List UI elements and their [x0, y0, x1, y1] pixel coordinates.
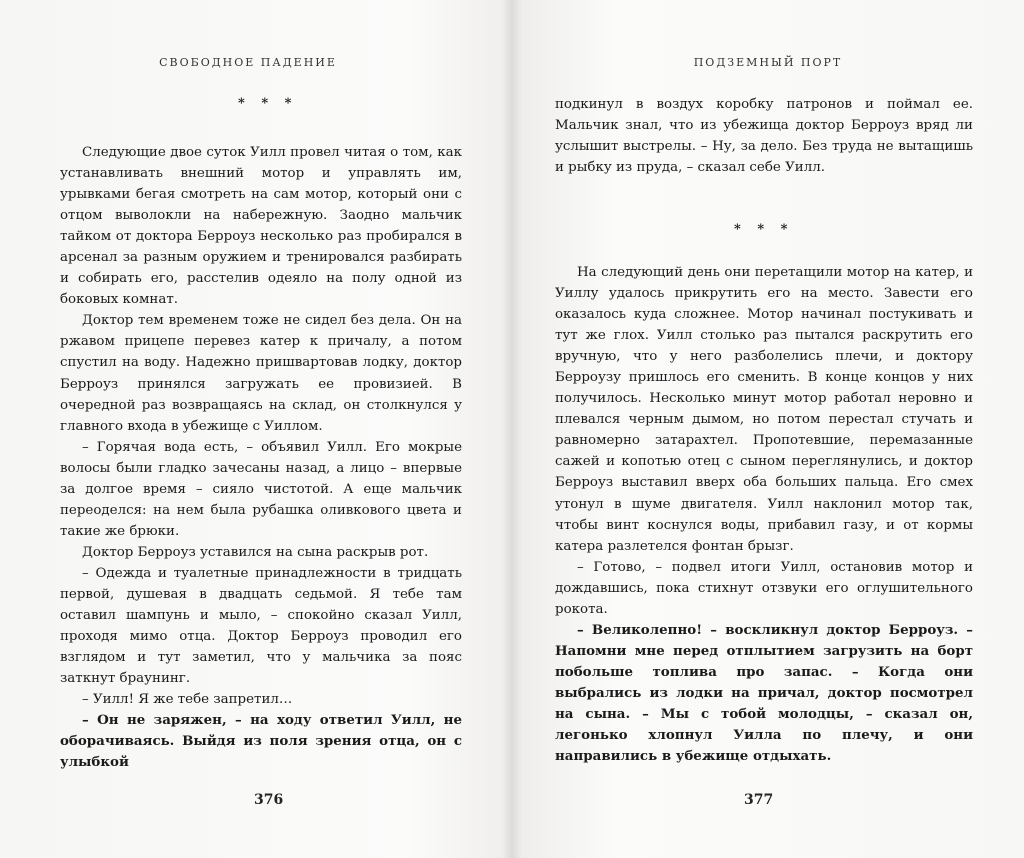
- paragraph: Следующие двое суток Уилл провел читая о том, как устанавливать внешний мотор и управлять им, урывками бегая смотреть на сам мотор, который они с отцом выволокли на набережную. Заодно мальчик тайком от доктора Берроуз несколько раз пробирался в арсенал за разным оружием и тренировался разбирать и собирать его, расстелив одеяло на полу одной из боковых комнат.: [60, 145, 462, 308]
- body-text-right: [555, 262, 973, 767]
- paragraph: Доктор Берроуз уставился на сына раскрыв рот.: [82, 544, 429, 560]
- paragraph: Доктор тем временем тоже не сидел без дела. Он на ржавом прицепе перевез катер к причалу, а потом спустил на воду. Надежно пришвартовав лодку, доктор Берроуз принялся загружать ее провизией. В очередной раз возвращаясь на склад, он столкнулся у главного входа в убежище с Уиллом.: [60, 313, 462, 434]
- paragraph: – Одежда и туалетные принадлежности в тридцать первой, душевая в двадцать седьмой. Я тебе там оставил шампунь и мыло, – спокойно сказал Уилл, проходя мимо отца. Доктор Берроуз проводил его взглядом и тут заметил, что у мальчика за пояс заткнут браунинг.: [60, 565, 462, 687]
- paragraph: На следующий день они перетащили мотор на катер, и Уиллу удалось прикрутить его на место. Завести его оказалось куда сложнее. Мотор начинал постукивать и тут же глох. Уилл столько раз пытался раскрутить его вручную, что у него разболелись плечи, и доктору Берроузу пришлось его сменить. В конце концов у них получилось. Несколько минут мотор работал неровно и плевался черным дымом, но потом перестал стучать и равномерно затарахтел. Пропотевшие, перемазанные сажей и копотью отец с сыном переглянулись, и доктор Берроуз выставил вверх оба больших пальца. Его смех утонул в шуме двигателя. Уилл наклонил мотор так, чтобы винт коснулся воды, прибавил газу, и от кормы катера разлетелся фонтан брызг.: [555, 265, 973, 554]
- paragraph: – Уилл! Я же тебе запретил…: [82, 692, 293, 708]
- body-text-left: [60, 142, 462, 773]
- running-head-right: ПОДЗЕМНЫЙ ПОРТ: [693, 56, 843, 69]
- paragraph: – Горячая вода есть, – объявил Уилл. Его мокрые волосы были гладко зачесаны назад, а лицо – впервые за долгое время – сияло чистотой. А еще мальчик переоделся: на нем была рубашка оливкового цвета и такие же брюки.: [60, 439, 462, 539]
- paragraph: подкинул в воздух коробку патронов и поймал ее. Мальчик знал, что из убежища доктор Берроуз вряд ли услышит выстрелы. – Ну, за дело. Без труда не вытащишь и рыбку из пруда, – сказал себе Уилл.: [555, 97, 973, 176]
- page-number-left: 376: [254, 792, 284, 808]
- continued-text: [555, 94, 973, 178]
- running-head-left: СВОБОДНОЕ ПАДЕНИЕ: [159, 56, 337, 69]
- paragraph: – Он не заряжен, – на ходу ответил Уилл, не оборачиваясь. Выйдя из поля зрения отца, он с улыбкой: [60, 712, 462, 771]
- section-break-right: * * *: [734, 222, 794, 237]
- paragraph: – Готово, – подвел итоги Уилл, остановив мотор и дождавшись, пока стихнут отзвуки его оглушительного рокота.: [555, 559, 973, 617]
- paragraph: – Великолепно! – воскликнул доктор Берроуз. – Напомни мне перед отплытием загрузить на борт побольше топлива про запас. – Когда они выбрались из лодки на причал, доктор посмотрел на сына. – Мы с тобой молодцы, – сказал он, легонько хлопнул Уилла по плечу, и они направились в убежище отдыхать.: [555, 621, 973, 765]
- section-break-left: * * *: [238, 96, 298, 111]
- page-number-right: 377: [744, 792, 774, 808]
